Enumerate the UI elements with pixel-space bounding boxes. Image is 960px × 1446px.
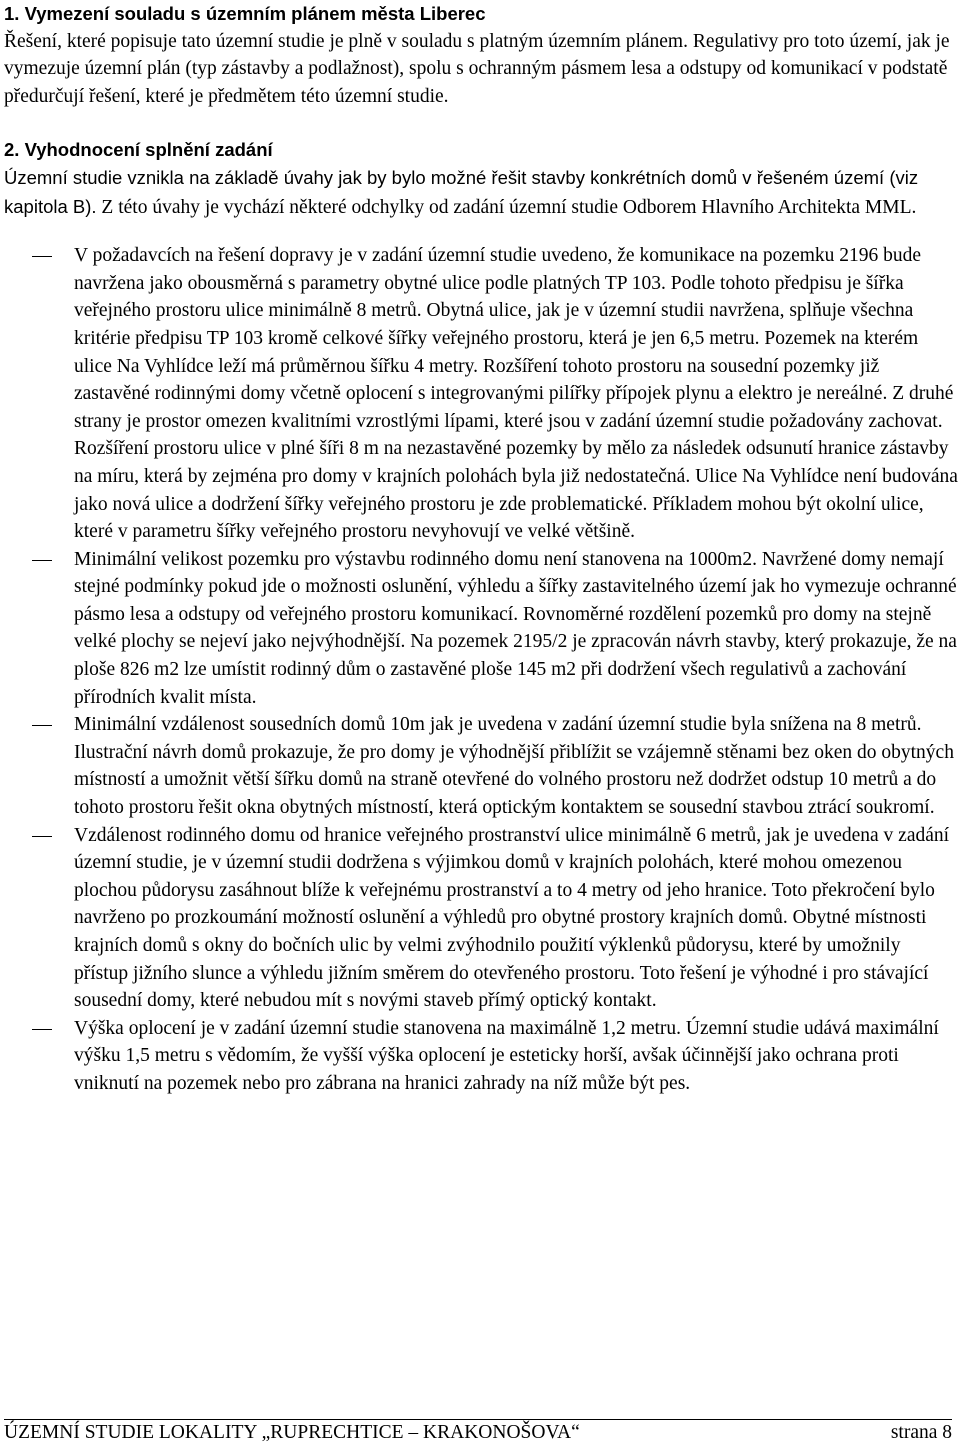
section-1-paragraph: Řešení, které popisuje tato územní studie je plně v souladu s platným územním plánem. Regulativy pro toto území, jak je vymezuje územní plán (typ zástavby a podlažnost), spolu s ochranným pásmem lesa a odstupy od komunikací v podstatě předurčují řešení, které je předmětem této územní studie.: [4, 30, 950, 107]
section-2-paragraph-part-1: Územní studie vznikla na základě úvahy jak by bylo možné řešit stavby konkrétních domů v řešeném území (viz kapitola B).: [4, 166, 919, 217]
list-item-text: Minimální vzdálenost sousedních domů 10m jak je uvedena v zadání územní studie byla snížena na 8 metrů. Ilustrační návrh domů prokazuje, že pro domy je výhodnější přiblížit se vzájemně stěnami bez oken do obytných místností a umožnit větší šířku domů na straně otevřené do volného prostoru než dodržet odstup 10 metrů a do tohoto prostoru řešit okna obytných místností, která optickým kontaktem se sousední stavbou ztrácí soukromí.: [74, 714, 954, 819]
section-2: [4, 136, 958, 221]
page-number: strana 8: [890, 1422, 952, 1443]
deviation-list: [4, 242, 958, 1097]
list-item: [4, 242, 958, 546]
footer-title: ÚZEMNÍ STUDIE LOKALITY „RUPRECHTICE – KRAKONOŠOVA“: [4, 1422, 580, 1443]
list-item: [4, 711, 958, 821]
list-item-text: Vzdálenost rodinného domu od hranice veřejného prostranství ulice minimálně 6 metrů, jak je uvedena v zadání územní studie, je v územní studii dodržena s výjimkou domů v krajních polohách, které mohou omezenou plochou půdorysu zasáhnout blíže k veřejnému prostranství a to 4 metry od jeho hranice. Toto překročení bylo navrženo po prozkoumání možností oslunění a výhledů pro obytné prostory krajních domů. Obytné místnosti krajních domů s okny do bočních ulic by velmi zvýhodnilo použití výklenků půdorysu, které by umožnily přístup jižního slunce a výhledu jižním směrem do otevřeného prostoru. Toto řešení je výhodné i pro stávající sousední domy, které nebudou mít s novými staveb přímý optický kontakt.: [74, 824, 950, 1012]
dash-bullet-icon: [32, 1029, 52, 1030]
list-item: [4, 822, 958, 1015]
list-item-text: V požadavcích na řešení dopravy je v zadání územní studie uvedeno, že komunikace na pozemku 2196 bude navržena jako obousměrná s parametry obytné ulice podle platných TP 103. Podle tohoto předpisu je šířka veřejného prostoru ulice minimálně 8 metrů. Obytná ulice, jak je v územní studii navržena, splňuje všechna kritérie předpisu TP 103 kromě celkové šířky veřejného prostoru, která je jen 6,5 metru. Pozemek na kterém ulice Na Vyhlídce leží má průměrnou šířku 4 metry. Rozšíření tohoto prostoru na sousední pozemky již zastavěné rodinnými domy včetně oplocení s integrovanými pilířky přípojek plynu a elektro je nereálné. Z druhé strany je prostor omezen kvalitními vzrostlými lípami, které jsou v zadání územní studie požadovány zachovat. Rozšíření prostoru ulice v plné šíři 8 m na nezastavěné pozemky by mělo za následek odsunutí hranice zástavby na míru, která by zejména pro domy v krajních polohách byla již nedostatečná. Ulice Na Vyhlídce není budována jako nová ulice a dodržení šířky veřejného prostoru je zde problematické. Příkladem mohou být okolní ulice, které v parametru šířky veřejného prostoru nevyhovují ve velké většině.: [74, 245, 958, 543]
dash-bullet-icon: [32, 256, 52, 257]
section-1-heading: 1. Vymezení souladu s územním plánem města Liberec: [4, 3, 486, 24]
list-item-text: Výška oplocení je v zadání územní studie stanovena na maximálně 1,2 metru. Územní studie udává maximální výšku 1,5 metru s vědomím, že vyšší výška oplocení je esteticky horší, avšak účinnější jako ochrana proti vniknutí na pozemek nebo pro zábrana na hranici zahrady na níž může být pes.: [74, 1017, 939, 1094]
list-item: [4, 546, 958, 712]
section-2-paragraph-part-2: Z této úvahy je vychází některé odchylky od zadání územní studie Odborem Hlavního Architekta MML.: [96, 196, 917, 218]
section-2-heading: 2. Vyhodnocení splnění zadání: [4, 139, 273, 161]
list-item: [4, 1015, 958, 1098]
document-page: [4, 0, 958, 1098]
section-1: [4, 0, 958, 110]
page-footer: [4, 1420, 952, 1446]
dash-bullet-icon: [32, 836, 52, 837]
section-2-paragraph: [4, 164, 958, 221]
dash-bullet-icon: [32, 560, 52, 561]
dash-bullet-icon: [32, 725, 52, 726]
list-item-text: Minimální velikost pozemku pro výstavbu rodinného domu není stanovena na 1000m2. Navržené domy nemají stejné podmínky pokud jde o možnosti oslunění, výhledu a šířky zastavitelného území jak ho vymezuje ochranné pásmo lesa a odstupy od veřejného prostoru komunikací. Rovnoměrné rozdělení pozemků pro domy na stejně velké plochy se nejeví jako nejvýhodnější. Na pozemek 2195/2 je zpracován návrh stavby, který prokazuje, že na ploše 826 m2 lze umístit rodinný dům o zastavěné ploše 145 m2 při dodržení všech regulativů a zachování přírodních kvalit místa.: [74, 548, 957, 708]
